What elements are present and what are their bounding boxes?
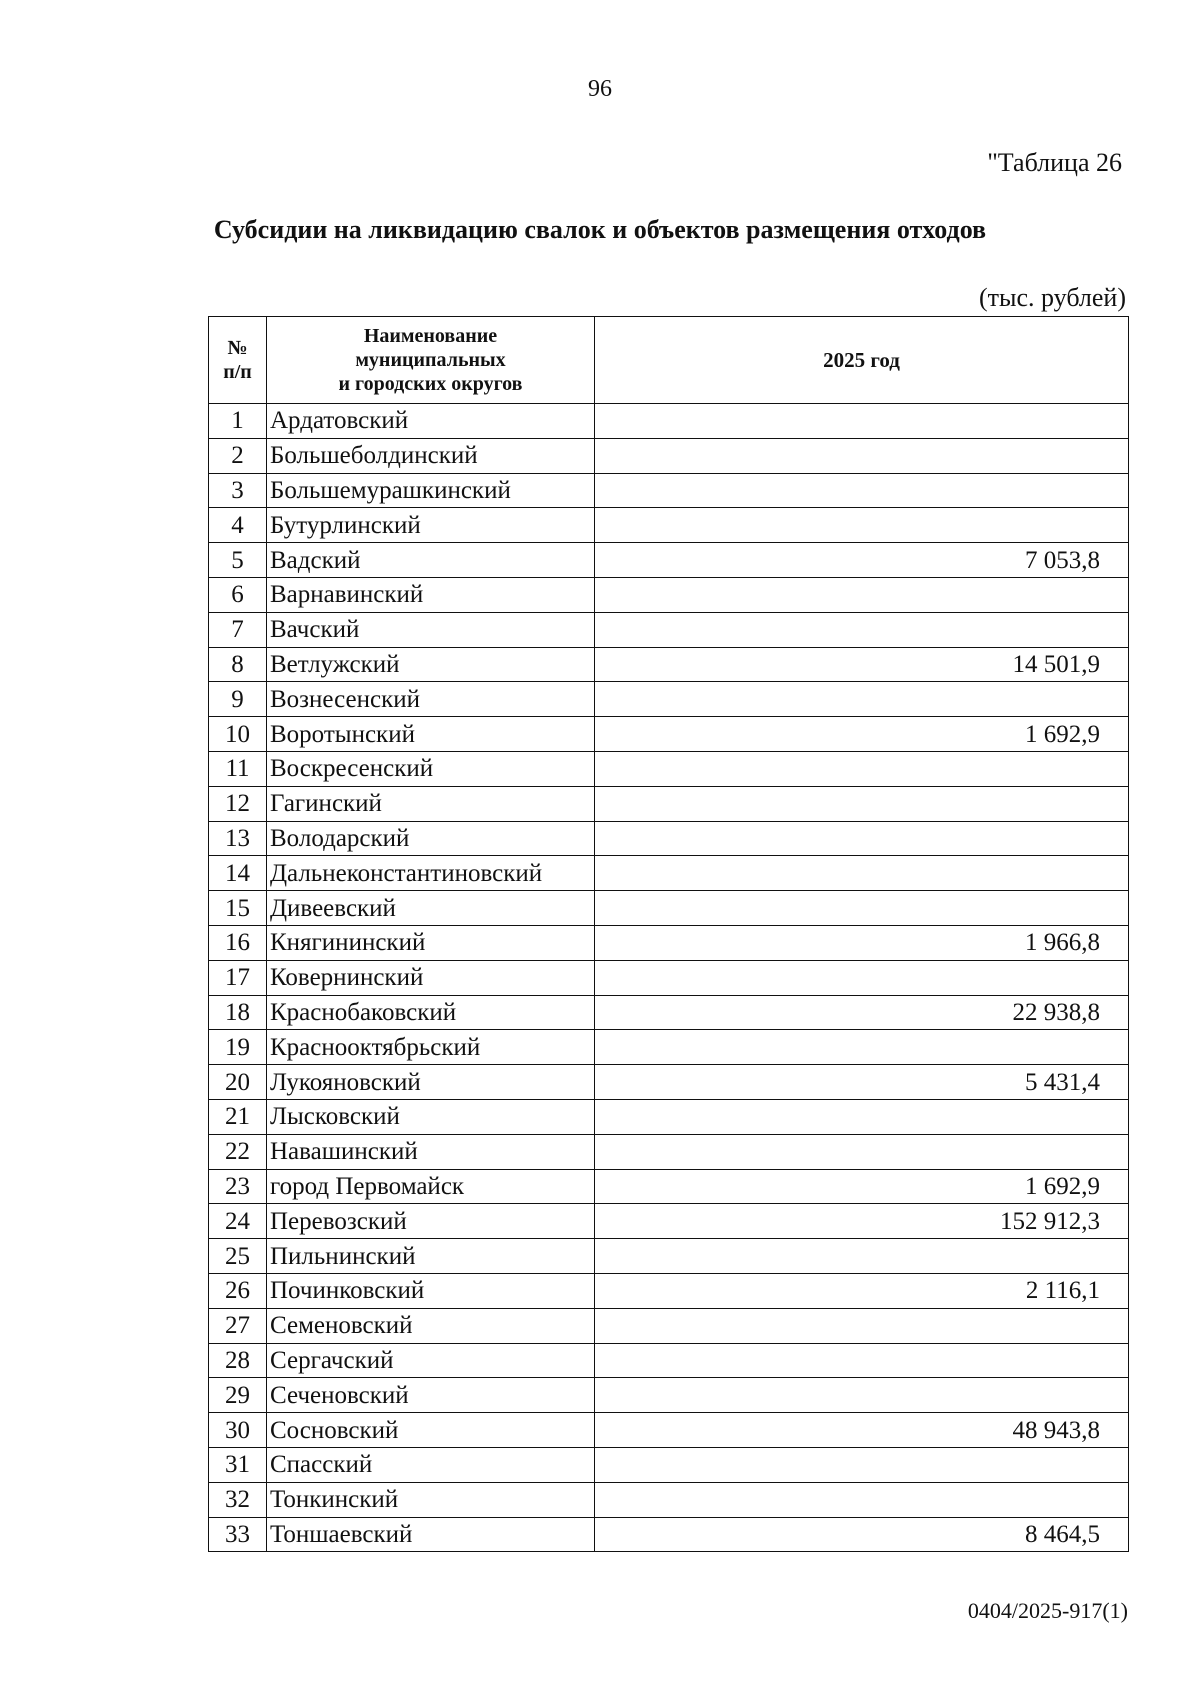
municipality-name: Сергачский bbox=[267, 1343, 595, 1378]
table-row bbox=[209, 404, 1129, 439]
row-number: 31 bbox=[209, 1447, 267, 1482]
table-row bbox=[209, 960, 1129, 995]
row-number: 15 bbox=[209, 891, 267, 926]
row-number: 29 bbox=[209, 1378, 267, 1413]
row-number: 10 bbox=[209, 717, 267, 752]
row-number: 26 bbox=[209, 1273, 267, 1308]
row-number: 11 bbox=[209, 751, 267, 786]
municipality-name: Володарский bbox=[267, 821, 595, 856]
row-number: 25 bbox=[209, 1239, 267, 1274]
municipality-name: Гагинский bbox=[267, 786, 595, 821]
subsidy-value bbox=[595, 1099, 1129, 1134]
row-number: 32 bbox=[209, 1482, 267, 1517]
subsidy-value bbox=[595, 1308, 1129, 1343]
municipality-name: Навашинский bbox=[267, 1134, 595, 1169]
row-number: 7 bbox=[209, 612, 267, 647]
municipality-name: Вознесенский bbox=[267, 682, 595, 717]
row-number: 19 bbox=[209, 1030, 267, 1065]
subsidy-value: 1 692,9 bbox=[595, 1169, 1129, 1204]
column-header-number-line2: п/п bbox=[223, 361, 252, 383]
subsidy-value bbox=[595, 1343, 1129, 1378]
row-number: 30 bbox=[209, 1413, 267, 1448]
table-row bbox=[209, 821, 1129, 856]
table-row bbox=[209, 751, 1129, 786]
table-row bbox=[209, 856, 1129, 891]
table-row bbox=[209, 1273, 1129, 1308]
municipality-name: Тонкинский bbox=[267, 1482, 595, 1517]
column-header-name-line2: муниципальных bbox=[355, 349, 506, 371]
municipality-name: Сосновский bbox=[267, 1413, 595, 1448]
subsidy-value: 8 464,5 bbox=[595, 1517, 1129, 1552]
document-title: Субсидии на ликвидацию свалок и объектов размещения отходов bbox=[213, 215, 987, 244]
subsidy-value: 14 501,9 bbox=[595, 647, 1129, 682]
subsidy-value: 2 116,1 bbox=[595, 1273, 1129, 1308]
table-header-row bbox=[209, 317, 1129, 404]
subsidy-value: 1 966,8 bbox=[595, 925, 1129, 960]
row-number: 8 bbox=[209, 647, 267, 682]
table-row bbox=[209, 647, 1129, 682]
page-number: 96 bbox=[588, 76, 612, 102]
subsidy-value bbox=[595, 612, 1129, 647]
municipality-name: Перевозский bbox=[267, 1204, 595, 1239]
table-row bbox=[209, 1517, 1129, 1552]
subsidy-value bbox=[595, 473, 1129, 508]
municipality-name: Воротынский bbox=[267, 717, 595, 752]
table-row bbox=[209, 891, 1129, 926]
municipality-name: Княгининский bbox=[267, 925, 595, 960]
row-number: 16 bbox=[209, 925, 267, 960]
table-row bbox=[209, 577, 1129, 612]
subsidy-value bbox=[595, 751, 1129, 786]
municipality-name: Большемурашкинский bbox=[267, 473, 595, 508]
subsidy-value bbox=[595, 577, 1129, 612]
row-number: 28 bbox=[209, 1343, 267, 1378]
subsidy-value bbox=[595, 1030, 1129, 1065]
row-number: 20 bbox=[209, 1065, 267, 1100]
table-row bbox=[209, 717, 1129, 752]
row-number: 6 bbox=[209, 577, 267, 612]
column-header-year: 2025 год bbox=[595, 317, 1129, 404]
municipality-name: Семеновский bbox=[267, 1308, 595, 1343]
subsidy-value: 5 431,4 bbox=[595, 1065, 1129, 1100]
subsidy-value bbox=[595, 821, 1129, 856]
row-number: 24 bbox=[209, 1204, 267, 1239]
table-row bbox=[209, 1378, 1129, 1413]
subsidy-value bbox=[595, 856, 1129, 891]
subsidy-value bbox=[595, 438, 1129, 473]
table-row bbox=[209, 1447, 1129, 1482]
subsidy-value bbox=[595, 1447, 1129, 1482]
municipality-name: Ветлужский bbox=[267, 647, 595, 682]
table-row bbox=[209, 543, 1129, 578]
row-number: 3 bbox=[209, 473, 267, 508]
row-number: 21 bbox=[209, 1099, 267, 1134]
column-header-name-line3: и городских округов bbox=[338, 373, 523, 395]
table-row bbox=[209, 786, 1129, 821]
units-label: (тыс. рублей) bbox=[978, 283, 1126, 312]
municipality-name: Пильнинский bbox=[267, 1239, 595, 1274]
subsidy-value bbox=[595, 682, 1129, 717]
table-row bbox=[209, 1413, 1129, 1448]
column-header-name bbox=[267, 317, 595, 404]
municipality-name: Тоншаевский bbox=[267, 1517, 595, 1552]
column-header-name-line1: Наименование bbox=[363, 325, 498, 347]
municipality-name: Ардатовский bbox=[267, 404, 595, 439]
subsidy-value: 48 943,8 bbox=[595, 1413, 1129, 1448]
subsidy-value bbox=[595, 1378, 1129, 1413]
table-row bbox=[209, 438, 1129, 473]
municipality-name: Краснобаковский bbox=[267, 995, 595, 1030]
row-number: 4 bbox=[209, 508, 267, 543]
municipality-name: Краснооктябрьский bbox=[267, 1030, 595, 1065]
row-number: 2 bbox=[209, 438, 267, 473]
subsidy-value: 152 912,3 bbox=[595, 1204, 1129, 1239]
document-code: 0404/2025-917(1) bbox=[967, 1598, 1128, 1623]
row-number: 14 bbox=[209, 856, 267, 891]
municipality-name: Спасский bbox=[267, 1447, 595, 1482]
municipality-name: Воскресенский bbox=[267, 751, 595, 786]
subsidy-value: 7 053,8 bbox=[595, 543, 1129, 578]
table-row bbox=[209, 1239, 1129, 1274]
subsidy-value bbox=[595, 1134, 1129, 1169]
table-body bbox=[209, 404, 1129, 1552]
column-header-number-line1: № bbox=[227, 337, 248, 359]
subsidy-value bbox=[595, 960, 1129, 995]
subsidy-value: 1 692,9 bbox=[595, 717, 1129, 752]
table-row bbox=[209, 1308, 1129, 1343]
table-row bbox=[209, 925, 1129, 960]
row-number: 5 bbox=[209, 543, 267, 578]
table-label: "Таблица 26 bbox=[987, 148, 1122, 177]
table-row bbox=[209, 1169, 1129, 1204]
municipality-name: Варнавинский bbox=[267, 577, 595, 612]
municipality-name: Лысковский bbox=[267, 1099, 595, 1134]
subsidy-value bbox=[595, 508, 1129, 543]
row-number: 23 bbox=[209, 1169, 267, 1204]
municipality-name: Вачский bbox=[267, 612, 595, 647]
table-row bbox=[209, 682, 1129, 717]
municipality-name: Сеченовский bbox=[267, 1378, 595, 1413]
row-number: 17 bbox=[209, 960, 267, 995]
municipality-name: Вадский bbox=[267, 543, 595, 578]
table-row bbox=[209, 473, 1129, 508]
subsidy-value bbox=[595, 404, 1129, 439]
subsidy-value: 22 938,8 bbox=[595, 995, 1129, 1030]
table-row bbox=[209, 1030, 1129, 1065]
row-number: 27 bbox=[209, 1308, 267, 1343]
municipality-name: Дальнеконстантиновский bbox=[267, 856, 595, 891]
table-row bbox=[209, 1099, 1129, 1134]
municipality-name: Починковский bbox=[267, 1273, 595, 1308]
table-row bbox=[209, 1134, 1129, 1169]
subsidy-value bbox=[595, 891, 1129, 926]
table-row bbox=[209, 1343, 1129, 1378]
row-number: 13 bbox=[209, 821, 267, 856]
row-number: 22 bbox=[209, 1134, 267, 1169]
row-number: 12 bbox=[209, 786, 267, 821]
table-row bbox=[209, 508, 1129, 543]
subsidy-value bbox=[595, 786, 1129, 821]
table-row bbox=[209, 1065, 1129, 1100]
subsidy-value bbox=[595, 1482, 1129, 1517]
municipality-name: Большеболдинский bbox=[267, 438, 595, 473]
municipality-name: Ковернинский bbox=[267, 960, 595, 995]
municipality-name: Дивеевский bbox=[267, 891, 595, 926]
municipality-name: Бутурлинский bbox=[267, 508, 595, 543]
municipality-name: город Первомайск bbox=[267, 1169, 595, 1204]
column-header-number bbox=[209, 317, 267, 404]
table-row bbox=[209, 1204, 1129, 1239]
table-row bbox=[209, 995, 1129, 1030]
subsidy-value bbox=[595, 1239, 1129, 1274]
row-number: 9 bbox=[209, 682, 267, 717]
row-number: 18 bbox=[209, 995, 267, 1030]
row-number: 33 bbox=[209, 1517, 267, 1552]
table-row bbox=[209, 612, 1129, 647]
municipality-name: Лукояновский bbox=[267, 1065, 595, 1100]
row-number: 1 bbox=[209, 404, 267, 439]
table-row bbox=[209, 1482, 1129, 1517]
subsidies-table bbox=[208, 316, 1129, 1552]
